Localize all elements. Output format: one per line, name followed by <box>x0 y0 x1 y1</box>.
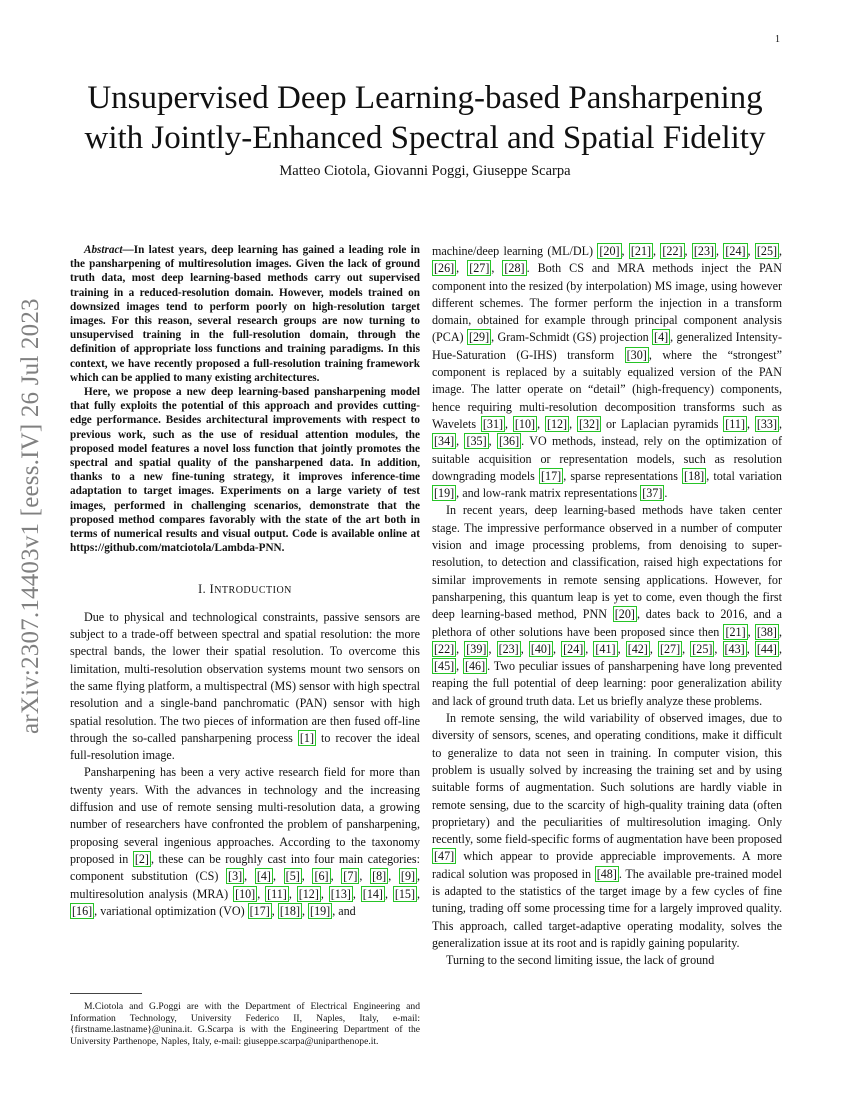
citation-link[interactable]: [45] <box>434 659 455 674</box>
right-paragraph-4: Turning to the second limiting issue, the lack of ground <box>446 953 715 968</box>
citation-link[interactable]: [24] <box>725 244 746 258</box>
citation-link[interactable]: [13] <box>330 886 351 901</box>
arxiv-id: arXiv:2307.14403v1 [eess.IV] 26 Jul 2023 <box>17 298 44 734</box>
footnote: M.Ciotola and G.Poggi are with the Department of Electrical Engineering and Information Technology, University Federico II, Naples, Italy, e-mail: {firstname.lastname}@unina.it. G.Scarpa is with the Engineering Department of the University Parthenope, Naples, Italy, e-mail: giuseppe.scarpa@uniparthenope.it. <box>70 1001 420 1047</box>
arxiv-stamp <box>14 296 48 734</box>
citation-link[interactable]: [26] <box>434 261 455 276</box>
right-paragraph-1: machine/deep learning (ML/DL) [20] , [21] , [22] , [23] , [24] , [25] , [26] , [27] , [28] . Both CS and MRA methods inject the PAN component into the resized (by interpolation) MS image, using however different schemes. The former perform the injection in a transform domain, obtained for example through principal component analysis (PCA) [29] , Gram-Schmidt (GS) projection [4] , generalized Intensity-Hue-Saturation (G-IHS) transform [30] , where the “strongest” component is replaced by a suitably equalized version of the PAN image. The latter operate on “detail” (high-frequency) components, hence requiring multi-resolution decomposition transforms such as Wavelets [31] , [10] , [12] , [32] or Laplacian pyramids [11] , [33] , [34] , [35] , [36] . VO methods, instead, rely on the optimization of suitable acquisition or representation models, such as resolution downgrading models [17] , sparse representations [18] , total variation [19] , and low-rank matrix representations [37] . <box>432 244 783 501</box>
right-paragraph-2: In recent years, deep learning-based methods have taken center stage. The impressive performance observed in a number of computer vision and image processing problems, from denoising to super-resolution, to detection and classification, raised high expectations for similar improvements in remote sensing applications. However, for pansharpening, this quantum leap is yet to come, even though the first deep learning-based method, PNN [20] , dates back to 2016, and a plethora of other solutions have been proposed since then [21] , [38] , [22] , [39] , [23] , [40] , [24] , [41] , [42] , [27] , [25] , [43] , [44] , [45] , [46] . Two peculiar issues of pansharpening have long prevented reaping the full potential of deep learning: poor generalization ability and lack of ground truth data. Let us briefly analyze these problems. <box>432 503 782 708</box>
citation-link[interactable]: [32] <box>578 416 600 431</box>
citation-link[interactable]: [24] <box>563 641 584 656</box>
citation-link[interactable]: [25] <box>756 244 778 258</box>
citation-link[interactable]: [15] <box>394 886 415 901</box>
citation-link[interactable]: [48] <box>596 866 617 881</box>
citation-link[interactable]: [12] <box>298 886 319 901</box>
citation-link[interactable]: [10] <box>514 416 536 431</box>
citation-link[interactable]: [30] <box>626 347 647 362</box>
citation-link[interactable]: [25] <box>692 641 713 656</box>
citation-link[interactable]: [12] <box>546 416 568 431</box>
citation-link[interactable]: [4] <box>256 869 271 884</box>
citation-link[interactable]: [37] <box>642 486 663 501</box>
left-column <box>70 243 420 920</box>
citation-link[interactable]: [6] <box>314 869 329 884</box>
right-paragraph-3: In remote sensing, the wild variability of observed images, due to diversity of sensors, scenes, and operating conditions, make it difficult to generalize to data not seen in training. In computer vision, this problem is usually solved by increasing the training set and by using suitable forms of augmentation. Such solutions are hardly viable in remote sensing, due to the scarcity of high-quality training data (often proprietary) and the peculiarities of multiresolution imaging. Only recently, some field-specific forms of augmentation have been proposed [47] which appear to provide appreciable improvements. A more radical solution was proposed in [48] . The available pre-trained model is adapted to the statistics of the target image by a few cycles of fine tuning, trading off some processing time for a largely improved quality. This approach, called target-adaptive operating modality, solves the generalization issue at its root and is rapidly gaining popularity. <box>432 711 783 950</box>
paper-title <box>60 78 790 158</box>
citation-link[interactable]: [11] <box>725 416 745 431</box>
citation-link[interactable]: [43] <box>724 641 745 656</box>
citation-link[interactable]: [23] <box>693 244 715 258</box>
citation-link[interactable]: [47] <box>434 849 455 864</box>
citation-link[interactable]: [5] <box>285 869 300 884</box>
citation-link[interactable]: [18] <box>279 903 300 918</box>
citation-link[interactable]: [1] <box>299 730 315 745</box>
citation-link[interactable]: [19] <box>434 486 455 501</box>
citation-link[interactable]: [27] <box>469 261 490 276</box>
citation-link[interactable]: [46] <box>464 659 486 674</box>
citation-link[interactable]: [18] <box>684 468 705 483</box>
citation-link[interactable]: [41] <box>595 641 616 656</box>
citation-link[interactable]: [36] <box>498 434 520 449</box>
citation-link[interactable]: [10] <box>235 886 256 901</box>
intro-paragraph-2: Pansharpening has been a very active research field for more than twenty years. With the advances in technology and the increasing diffusion and use of remote sensing multi-resolution data, a growing number of researchers have confronted the problem of pansharpening, proposing several ingenious approaches. According to the taxonomy proposed in [2] , these can be roughly cast into four main categories: component substitution (CS) [3] , [4] , [5] , [6] , [7] , [8] , [9] , multiresolution analysis (MRA) [10] , [11] , [12] , [13] , [14] , [15] , [16] , variational optimization (VO) [17] , [18] , [19] , and <box>70 765 421 918</box>
abstract-p2: Here, we propose a new deep learning-based pansharpening model that fully exploits the potential of this approach and provides cutting-edge performance. Besides architectural improvements with respect to previous work, such as the use of residual attention modules, the proposed model features a novel loss function that jointly promotes the spectral and spatial quality of the pansharpened data. In addition, thanks to a new fine-tuning strategy, it improves inference-time adaptation to target images. Experiments on a large variety of test images, performed in challenging scenarios, demonstrate that the proposed method compares favorably with the state of the art both in terms of numerical results and visual output. Code is available online at https://github.com/matciotola/Lambda-PNN. <box>70 386 420 555</box>
abstract-p1: Abstract—In latest years, deep learning has gained a leading role in the pansharpening of multiresolution images. Given the lack of ground truth data, most deep learning-based methods carry out supervised training in a reduced-resolution domain. However, models trained on downsized images tend to perform poorly on high-resolution target images. For this reason, several research groups are now turning to unsupervised training in the full-resolution domain, through the definition of appropriate loss functions and training paradigms. In this context, we have recently proposed a full-resolution training framework which can be applied to many existing architectures. <box>70 244 420 384</box>
citation-link[interactable]: [7] <box>343 869 358 884</box>
citation-link[interactable]: [4] <box>654 330 669 345</box>
abstract-label: Abstract <box>84 244 123 256</box>
citation-link[interactable]: [39] <box>466 641 487 656</box>
footnote-rule <box>70 993 142 994</box>
citation-link[interactable]: [22] <box>434 641 455 656</box>
citation-link[interactable]: [44] <box>756 641 777 656</box>
citation-link[interactable]: [20] <box>599 244 620 258</box>
citation-link[interactable]: [17] <box>541 468 562 483</box>
title-line-1: Unsupervised Deep Learning-based Pansharpening <box>87 80 763 116</box>
citation-link[interactable]: [11] <box>267 886 287 901</box>
citation-link[interactable]: [35] <box>466 434 487 449</box>
citation-link[interactable]: [21] <box>630 244 652 258</box>
citation-link[interactable]: [16] <box>72 903 93 918</box>
citation-link[interactable]: [42] <box>627 641 648 656</box>
citation-link[interactable]: [29] <box>468 330 490 345</box>
citation-link[interactable]: [19] <box>310 903 331 918</box>
citation-link[interactable]: [20] <box>614 607 635 622</box>
title-line-2: with Jointly-Enhanced Spectral and Spatial Fidelity <box>84 120 766 156</box>
citation-link[interactable]: [38] <box>756 624 777 639</box>
citation-link[interactable]: [27] <box>659 641 681 656</box>
citation-link[interactable]: [33] <box>756 416 777 431</box>
citation-link[interactable]: [8] <box>372 869 387 884</box>
right-column <box>432 243 782 969</box>
citation-link[interactable]: [17] <box>249 903 270 918</box>
citation-link[interactable]: [9] <box>400 869 416 884</box>
citation-link[interactable]: [31] <box>482 416 504 431</box>
citation-link[interactable]: [28] <box>504 261 525 276</box>
citation-link[interactable]: [21] <box>725 624 746 639</box>
citation-link[interactable]: [23] <box>498 641 519 656</box>
citation-link[interactable]: [40] <box>530 641 551 656</box>
intro-paragraph-1: Due to physical and technological constraints, passive sensors are subject to a trade-off between spectral and spatial resolution: the more spectral bands, the lower their spatial resolution. To overcome this limitation, multi-resolution observation systems mount two sensors on the same flying platform, a multispectral (MS) sensor with high spectral resolution and a single-band panchromatic (PAN) sensor with high spatial resolution. The two pieces of information are then fused off-line through the so-called pansharpening process [1] to recover the ideal full-resolution image. <box>70 609 420 763</box>
page-number: 1 <box>775 34 780 45</box>
authors: Matteo Ciotola, Giovanni Poggi, Giuseppe Scarpa <box>279 163 571 179</box>
citation-link[interactable]: [14] <box>362 886 383 901</box>
section-heading-introduction: I. INTRODUCTION <box>198 582 292 597</box>
citation-link[interactable]: [22] <box>662 244 683 258</box>
citation-link[interactable]: [34] <box>434 434 455 449</box>
citation-link[interactable]: [3] <box>228 869 243 884</box>
citation-link[interactable]: [2] <box>134 851 149 866</box>
